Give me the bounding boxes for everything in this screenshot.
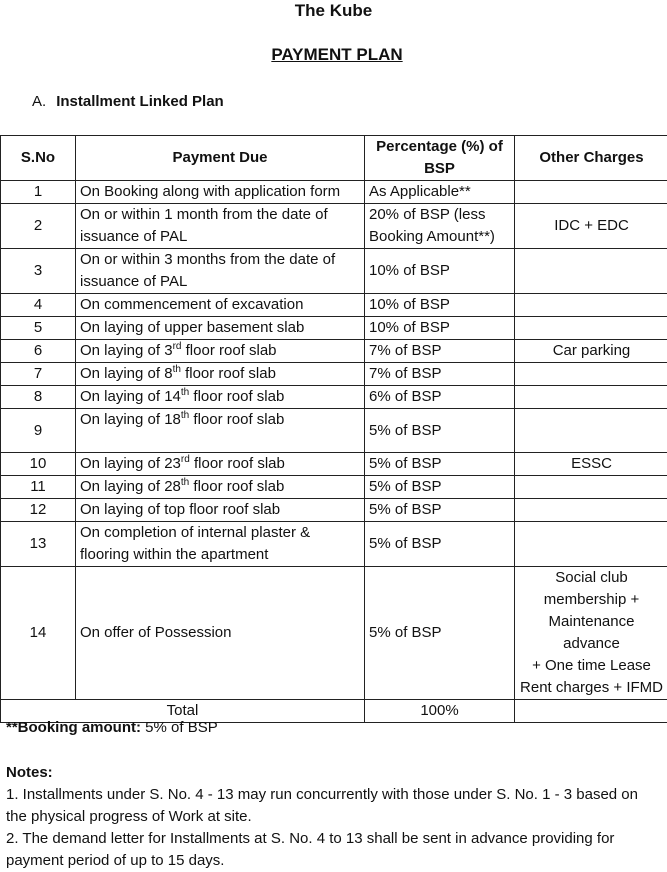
cell-sno: 10 [1,453,76,476]
ordinal-suffix: rd [173,341,182,352]
cell-other-charges: IDC + EDC [515,204,667,249]
cell-other-charges [515,522,667,567]
possession-charges-line2: membership + [544,591,639,608]
cell-percentage: 5% of BSP [365,522,515,567]
cell-payment-due [76,363,365,386]
cell-other-charges [515,181,667,204]
due-text-rest: floor roof slab [189,388,284,405]
payment-due-line2: flooring within the apartment [80,546,268,563]
cell-payment-due [76,204,365,249]
due-text-rest: floor roof slab [181,342,276,359]
table-row [1,317,667,340]
payment-due-line1: On completion of internal plaster & [80,524,310,541]
cell-sno: 4 [1,294,76,317]
percentage-line2: Booking Amount**) [369,228,495,245]
percentage-line1: 20% of BSP (less [369,206,485,223]
table-header-row [1,136,667,181]
table-row [1,567,667,700]
possession-charges-line4: + One time Lease [532,657,651,674]
due-text: On laying of 23 [80,455,181,472]
section-title: Installment Linked Plan [56,93,224,110]
cell-sno: 7 [1,363,76,386]
table-row [1,386,667,409]
due-text-rest: floor roof slab [189,478,284,495]
cell-payment-due: On laying of top floor roof slab [76,499,365,522]
table-row [1,499,667,522]
cell-sno: 3 [1,249,76,294]
header-other-charges: Other Charges [515,136,667,181]
header-percentage-line2: BSP [424,160,455,177]
due-text: On laying of 3 [80,342,173,359]
cell-percentage: 6% of BSP [365,386,515,409]
cell-sno: 14 [1,567,76,700]
ordinal-suffix: th [173,364,181,375]
table-row [1,204,667,249]
cell-other-charges [515,294,667,317]
due-text-rest: floor roof slab [190,455,285,472]
due-text-rest: floor roof slab [181,365,276,382]
cell-percentage: 5% of BSP [365,409,515,453]
cell-sno: 6 [1,340,76,363]
cell-sno: 1 [1,181,76,204]
cell-other-charges [515,317,667,340]
due-text-rest: floor roof slab [189,411,284,428]
cell-sno: 12 [1,499,76,522]
cell-sno: 9 [1,409,76,453]
total-value: 100% [365,700,515,723]
table-row [1,453,667,476]
cell-payment-due [76,340,365,363]
cell-sno: 11 [1,476,76,499]
cell-payment-due [76,249,365,294]
booking-amount-note [6,717,218,739]
possession-charges-line5: Rent charges + IFMD [520,679,663,696]
cell-percentage [365,204,515,249]
payment-due-line1: On or within 3 months from the date of [80,251,335,268]
booking-amount-label: **Booking amount: [6,719,141,736]
cell-percentage: 5% of BSP [365,453,515,476]
cell-sno: 8 [1,386,76,409]
ordinal-suffix: rd [181,454,190,465]
page-title: The Kube [0,0,667,22]
cell-payment-due: On offer of Possession [76,567,365,700]
notes-title: Notes: [6,762,646,784]
cell-sno: 13 [1,522,76,567]
cell-percentage: 10% of BSP [365,249,515,294]
cell-payment-due: On Booking along with application form [76,181,365,204]
note-item: 1. Installments under S. No. 4 - 13 may run concurrently with those under S. No. 1 - 3 based on the physical progress of Work at site. [6,784,646,828]
table-row [1,249,667,294]
cell-percentage: 10% of BSP [365,294,515,317]
notes-section [6,762,646,872]
page-subtitle: PAYMENT PLAN [0,44,667,66]
cell-percentage: 5% of BSP [365,499,515,522]
cell-percentage: 7% of BSP [365,340,515,363]
cell-payment-due [76,409,365,453]
cell-other-charges [515,567,667,700]
cell-payment-due: On laying of upper basement slab [76,317,365,340]
cell-percentage: 5% of BSP [365,567,515,700]
possession-charges-line1: Social club [555,569,628,586]
cell-other-charges [515,363,667,386]
section-heading [32,92,224,112]
payment-plan-table [0,135,667,723]
due-text: On laying of 8 [80,365,173,382]
cell-payment-due [76,476,365,499]
ordinal-suffix: th [181,410,189,421]
cell-other-charges: Car parking [515,340,667,363]
note-item: 2. The demand letter for Installments at S. No. 4 to 13 shall be sent in advance providing for payment period of up to 15 days. [6,828,646,872]
due-text: On laying of 14 [80,388,181,405]
cell-other-charges: ESSC [515,453,667,476]
total-label: Total [1,700,365,723]
header-percentage-line1: Percentage (%) of [376,138,503,155]
cell-percentage: 7% of BSP [365,363,515,386]
ordinal-suffix: th [181,387,189,398]
cell-payment-due [76,522,365,567]
due-text: On laying of 18 [80,411,181,428]
table-row [1,409,667,453]
cell-other-charges [515,409,667,453]
due-text: On laying of 28 [80,478,181,495]
cell-percentage: 5% of BSP [365,476,515,499]
header-percentage [365,136,515,181]
cell-other-charges [515,476,667,499]
cell-percentage: As Applicable** [365,181,515,204]
possession-charges-line3: Maintenance advance [549,613,635,652]
cell-other-charges [515,249,667,294]
section-marker: A. [32,93,46,110]
cell-percentage: 10% of BSP [365,317,515,340]
table-row [1,294,667,317]
header-sno: S.No [1,136,76,181]
booking-amount-value: 5% of BSP [141,719,218,736]
cell-payment-due: On commencement of excavation [76,294,365,317]
cell-payment-due [76,453,365,476]
header-payment-due: Payment Due [76,136,365,181]
total-other-empty [515,700,667,723]
cell-other-charges [515,499,667,522]
table-row [1,522,667,567]
table-row [1,181,667,204]
cell-sno: 2 [1,204,76,249]
cell-other-charges [515,386,667,409]
table-row [1,340,667,363]
ordinal-suffix: th [181,477,189,488]
payment-due-line2: issuance of PAL [80,228,187,245]
cell-sno: 5 [1,317,76,340]
table-row [1,363,667,386]
table-row [1,476,667,499]
cell-payment-due [76,386,365,409]
payment-due-line1: On or within 1 month from the date of [80,206,328,223]
payment-due-line2: issuance of PAL [80,273,187,290]
